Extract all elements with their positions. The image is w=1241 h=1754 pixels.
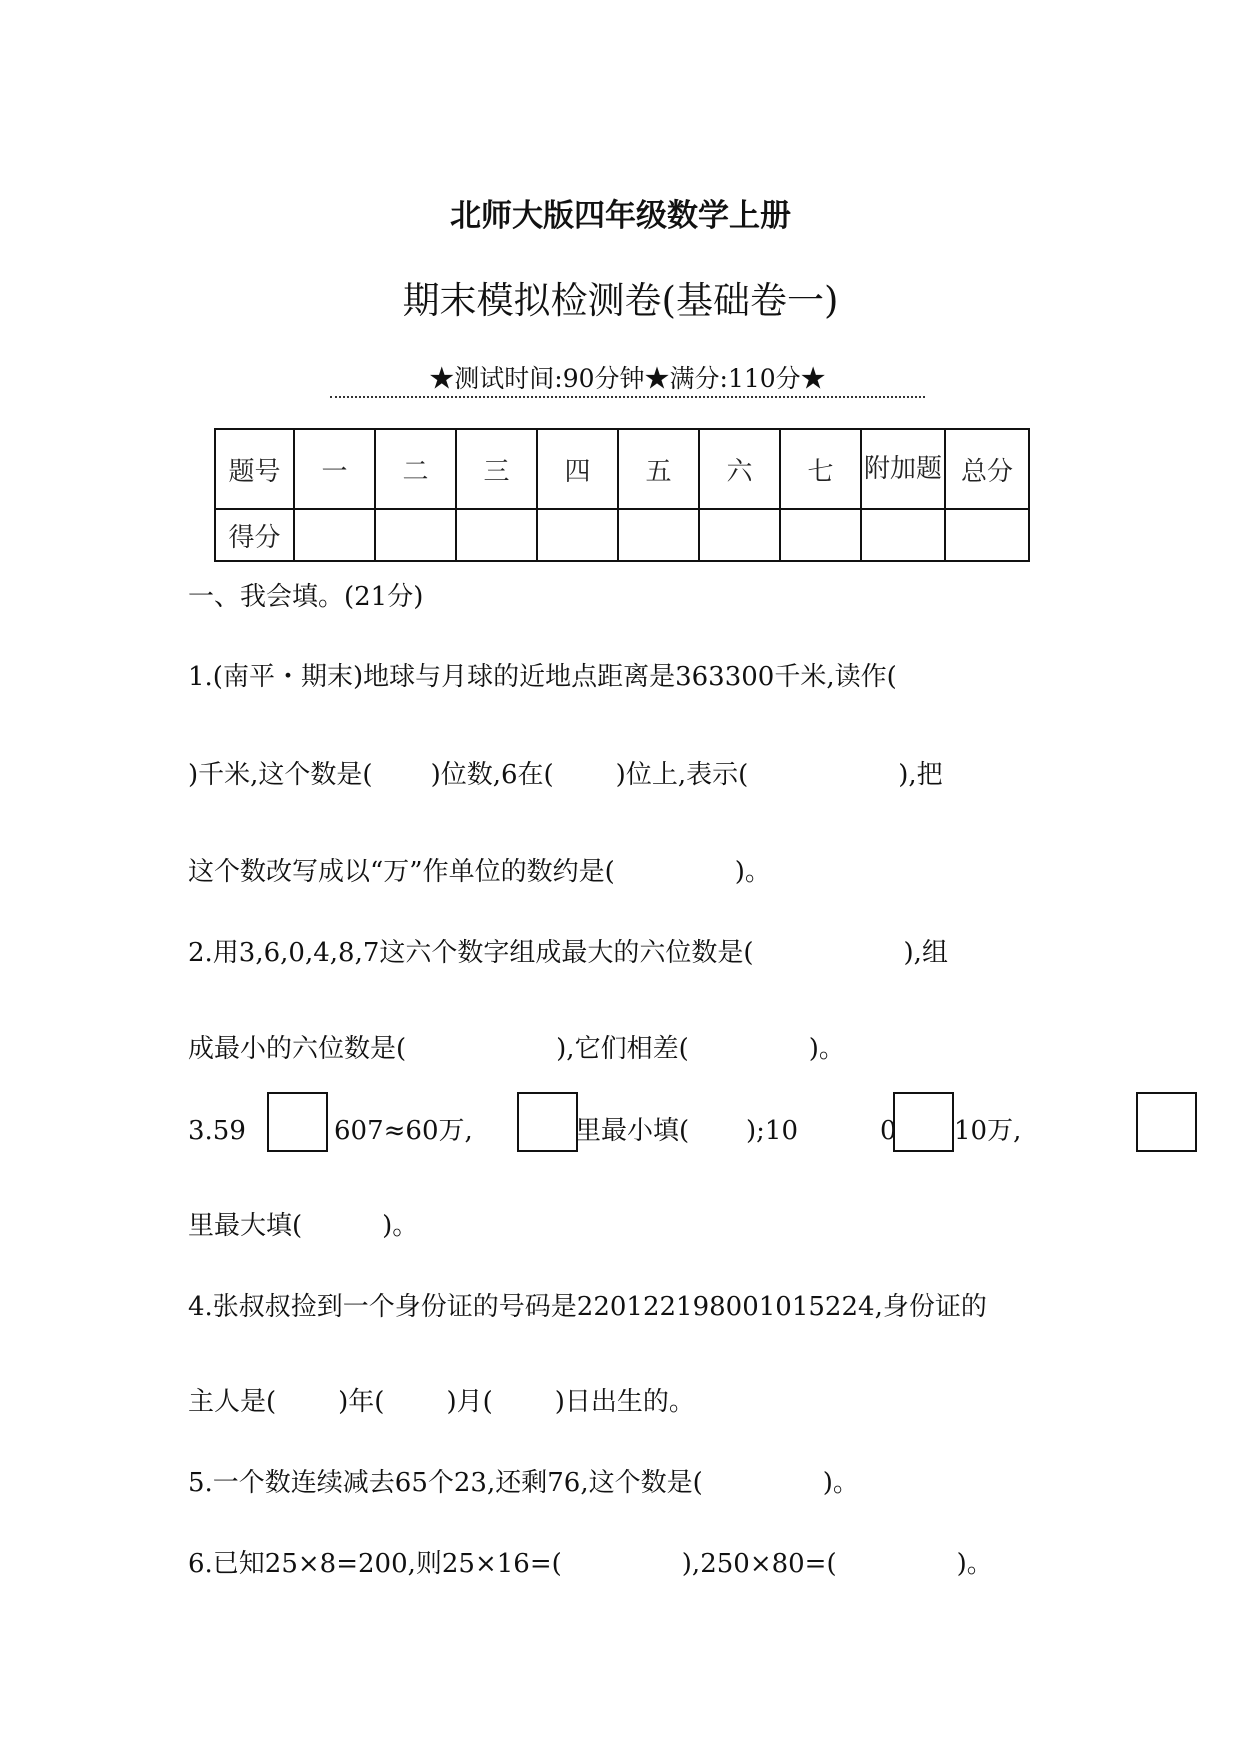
- score-table-cell: 四: [537, 429, 618, 509]
- q1-text: 这个数改写成以“万”作单位的数约是(: [188, 857, 615, 887]
- q5-text: 5.一个数连续减去65个23,还剩76,这个数是(: [188, 1468, 703, 1498]
- question-1-line-3: [188, 855, 771, 889]
- score-input-cell[interactable]: [861, 509, 945, 561]
- score-table-header-row: [215, 429, 1029, 509]
- digit-box[interactable]: [517, 1092, 578, 1152]
- q3-text: 3.59: [188, 1116, 246, 1146]
- question-5-line-1: [188, 1466, 859, 1500]
- score-input-cell[interactable]: [456, 509, 537, 561]
- question-4-line-1: 4.张叔叔捡到一个身份证的号码是220122198001015224,身份证的: [188, 1292, 987, 1322]
- score-input-cell[interactable]: [294, 509, 375, 561]
- document-subtitle: 期末模拟检测卷(基础卷一): [402, 279, 839, 322]
- q4-text: )日出生的。: [554, 1387, 695, 1417]
- q6-text: ),250×80=(: [681, 1549, 837, 1579]
- question-3-line-2: [188, 1209, 418, 1243]
- section-heading: 一、我会填。(21分): [188, 582, 424, 612]
- score-table-cell: 三: [456, 429, 537, 509]
- q3-text: );10: [746, 1116, 798, 1146]
- score-input-cell[interactable]: [537, 509, 618, 561]
- q2-text: )。: [808, 1034, 845, 1064]
- question-2-line-1: [188, 936, 948, 970]
- q1-text: )千米,这个数是(: [188, 760, 373, 790]
- q3-text: 607≈60万,: [334, 1116, 473, 1146]
- score-table-cell: 题号: [215, 429, 294, 509]
- q4-text: )年(: [338, 1387, 385, 1417]
- question-1-line-2: [188, 758, 943, 792]
- score-table-cell: 一: [294, 429, 375, 509]
- q3-text: )。: [382, 1211, 419, 1241]
- q4-text: )月(: [446, 1387, 493, 1417]
- question-1-line-1: 1.(南平・期末)地球与月球的近地点距离是363300千米,读作(: [188, 662, 897, 692]
- question-4-line-2: [188, 1385, 695, 1419]
- score-table-cell: 七: [780, 429, 861, 509]
- question-6-line-1: [188, 1547, 993, 1581]
- q2-text: 2.用3,6,0,4,8,7这六个数字组成最大的六位数是(: [188, 938, 754, 968]
- score-input-cell[interactable]: [945, 509, 1029, 561]
- score-table-cell: 附加题: [861, 429, 945, 509]
- q4-text: 主人是(: [188, 1387, 277, 1417]
- score-table-cell: 得分: [215, 509, 294, 561]
- score-input-cell[interactable]: [699, 509, 780, 561]
- q1-text: )。: [734, 857, 771, 887]
- q3-text: 里最大填(: [188, 1211, 303, 1241]
- test-meta: ★测试时间:90分钟★满分:110分★: [330, 362, 925, 398]
- score-input-cell[interactable]: [618, 509, 699, 561]
- q6-text: )。: [956, 1549, 993, 1579]
- q3-text: 里最小填(: [575, 1116, 690, 1146]
- q1-text: )位上,表示(: [615, 760, 749, 790]
- score-table-cell: 六: [699, 429, 780, 509]
- question-2-line-2: [188, 1032, 845, 1066]
- q3-text: 0: [880, 1116, 897, 1146]
- q2-text: ),组: [903, 938, 948, 968]
- score-input-cell[interactable]: [375, 509, 456, 561]
- digit-box[interactable]: [1136, 1092, 1197, 1152]
- score-table-cell: 二: [375, 429, 456, 509]
- q1-text: ),把: [898, 760, 943, 790]
- q6-text: 6.已知25×8=200,则25×16=(: [188, 1549, 562, 1579]
- score-table-cell: 总分: [945, 429, 1029, 509]
- digit-box[interactable]: [267, 1092, 328, 1152]
- score-table-score-row: [215, 509, 1029, 561]
- q5-text: )。: [822, 1468, 859, 1498]
- score-table: [214, 428, 1030, 562]
- document-title: 北师大版四年级数学上册: [450, 198, 791, 234]
- score-input-cell[interactable]: [780, 509, 861, 561]
- q2-text: 成最小的六位数是(: [188, 1034, 407, 1064]
- q3-text: 10万,: [954, 1116, 1022, 1146]
- q2-text: ),它们相差(: [556, 1034, 689, 1064]
- score-table-cell: 五: [618, 429, 699, 509]
- digit-box[interactable]: [893, 1092, 954, 1152]
- q1-text: )位数,6在(: [430, 760, 554, 790]
